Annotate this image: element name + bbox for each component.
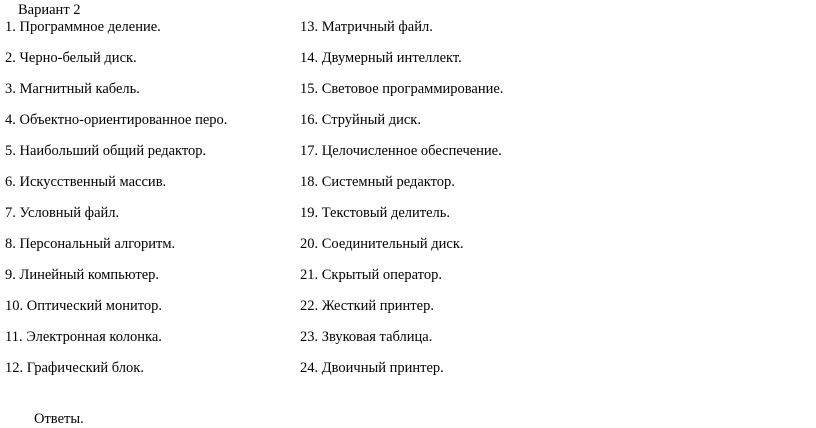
list-item: 10. Оптический монитор. xyxy=(5,298,163,314)
list-item: 21. Скрытый оператор. xyxy=(300,267,442,283)
list-item: 7. Условный файл. xyxy=(5,205,120,221)
list-item: 4. Объектно-ориентированное перо. xyxy=(5,112,228,128)
list-item: 19. Текстовый делитель. xyxy=(300,205,451,221)
list-item: 18. Системный редактор. xyxy=(300,174,455,190)
term-list-left xyxy=(5,18,227,390)
term-list-right xyxy=(300,18,503,390)
list-item: 17. Целочисленное обеспечение. xyxy=(300,143,502,159)
list-item: 12. Графический блок. xyxy=(5,360,144,376)
list-item: 15. Световое программирование. xyxy=(300,81,504,97)
list-item: 8. Персональный алгоритм. xyxy=(5,236,176,252)
list-item: 5. Наибольший общий редактор. xyxy=(5,143,207,159)
list-item: 20. Соединительный диск. xyxy=(300,236,464,252)
list-item: 11. Электронная колонка. xyxy=(5,329,162,345)
list-item: 2. Черно-белый диск. xyxy=(5,50,137,66)
list-item: 9. Линейный компьютер. xyxy=(5,267,160,283)
list-item: 24. Двоичный принтер. xyxy=(300,360,444,376)
list-item: 23. Звуковая таблица. xyxy=(300,329,433,345)
list-item: 16. Струйный диск. xyxy=(300,112,421,128)
variant-title: Вариант 2 xyxy=(18,2,81,18)
list-item: 14. Двумерный интеллект. xyxy=(300,50,462,66)
list-item: 3. Магнитный кабель. xyxy=(5,81,140,97)
list-item: 1. Программное деление. xyxy=(5,19,161,35)
list-item: 22. Жесткий принтер. xyxy=(300,298,434,314)
list-item: 13. Матричный файл. xyxy=(300,19,433,35)
list-item: 6. Искусственный массив. xyxy=(5,174,167,190)
answers-label: Ответы. xyxy=(34,411,84,427)
